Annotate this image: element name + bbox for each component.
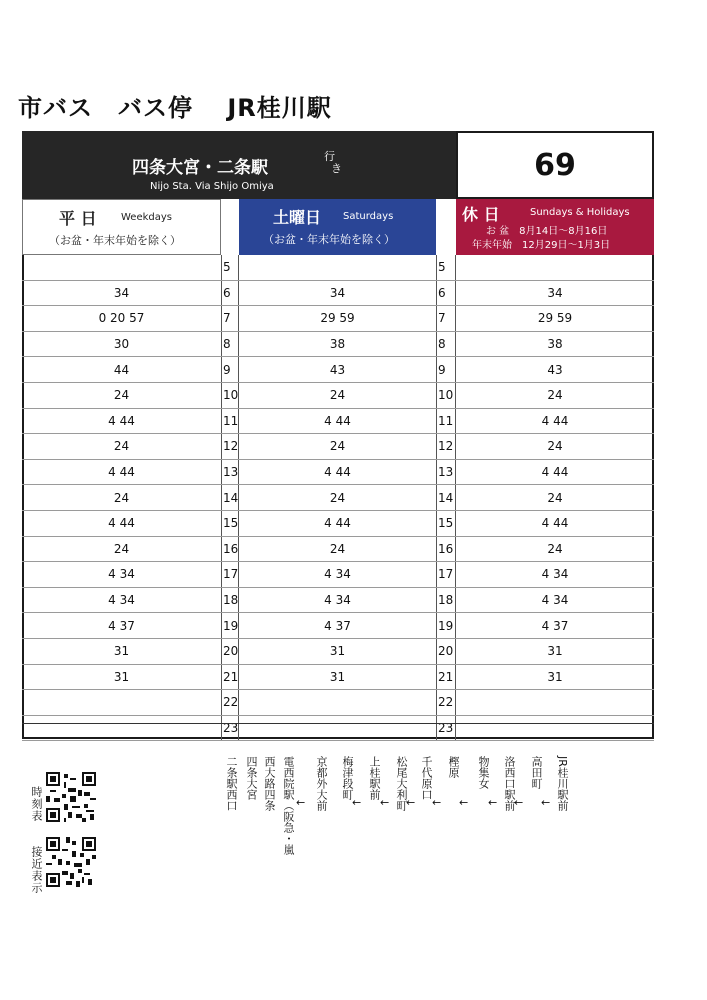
hour-cell: 14 — [221, 485, 239, 510]
holiday-cell: 38 — [547, 337, 563, 352]
route-arrow-icon: ← — [514, 796, 524, 809]
table-row — [22, 537, 654, 563]
weekday-cell: 24 — [113, 388, 130, 403]
hour-cell: 18 — [436, 588, 456, 613]
hour-cell: 12 — [436, 434, 456, 459]
hour-cell: 6 — [221, 281, 239, 306]
header-saturday — [239, 199, 436, 255]
destination-yuki-2: き — [331, 162, 342, 175]
holiday-cell: 34 — [547, 285, 563, 300]
holiday-cell: 24 — [547, 490, 563, 505]
holiday-cell: 31 — [547, 669, 563, 684]
holiday-en: Sundays & Holidays — [530, 207, 630, 218]
hour-cell: 14 — [436, 485, 456, 510]
saturday-cell: 31 — [329, 644, 346, 659]
weekday-cell: 24 — [113, 490, 130, 505]
weekday-cell: 31 — [113, 644, 130, 659]
stop-name: 四条大宮 — [245, 756, 258, 800]
destination-yuki — [324, 151, 342, 175]
weekday-title: 平 日 — [59, 209, 97, 228]
saturday-cell: 24 — [329, 541, 346, 556]
holiday-cell — [456, 255, 654, 280]
stop-name: JR桂川駅前 — [556, 756, 569, 811]
qr-approach-label: 接近表示 — [30, 846, 43, 894]
hour-cell: 21 — [436, 665, 456, 690]
saturday-cell: 4 44 — [324, 413, 351, 428]
holiday-title: 休 日 — [462, 205, 500, 224]
route-arrow-icon: ← — [432, 796, 442, 809]
route-arrow-icon: ← — [296, 796, 306, 809]
hour-cell: 19 — [221, 613, 239, 638]
holiday-cell: 4 44 — [541, 516, 569, 531]
qr-timetable-label: 時刻表 — [30, 786, 43, 822]
stop-sequence — [0, 756, 707, 896]
hour-cell: 12 — [221, 434, 239, 459]
hour-cell: 15 — [221, 511, 239, 536]
table-row — [22, 485, 654, 511]
weekday-en: Weekdays — [121, 212, 173, 223]
holiday-cell: 31 — [547, 644, 563, 659]
hour-cell: 9 — [221, 357, 239, 382]
stop-name: 高田町 — [530, 756, 543, 789]
stop-name: 西大路四条 — [263, 756, 276, 811]
page-title: 市バス バス停 JR桂川駅 — [18, 94, 332, 122]
saturday-cell: 43 — [329, 362, 346, 377]
hour-cell: 16 — [221, 537, 239, 562]
hour-cell: 23 — [221, 716, 239, 741]
weekday-cell: 4 44 — [108, 413, 135, 428]
hour-cell: 18 — [221, 588, 239, 613]
header-weekday — [22, 199, 221, 255]
holiday-cell: 4 37 — [541, 618, 569, 633]
weekday-cell: 4 44 — [108, 465, 135, 480]
stop-name: 梅津段町 — [341, 756, 354, 800]
hour-cell: 5 — [436, 255, 456, 280]
weekday-note: （お盆・年末年始を除く） — [49, 234, 181, 247]
saturday-cell: 4 37 — [324, 618, 351, 633]
hour-cell: 8 — [436, 332, 456, 357]
table-row — [22, 613, 654, 639]
weekday-cell: 4 34 — [108, 593, 135, 608]
saturday-cell: 29 59 — [320, 311, 355, 326]
weekday-cell: 4 37 — [108, 618, 135, 633]
table-row — [22, 332, 654, 358]
stop-name: 二条駅西口 — [225, 756, 238, 811]
holiday-cell: 43 — [547, 362, 563, 377]
holiday-cell: 29 59 — [537, 311, 573, 326]
hour-cell: 11 — [436, 409, 456, 434]
hour-cell: 17 — [221, 562, 239, 587]
hour-cell: 13 — [221, 460, 239, 485]
holiday-cell — [456, 690, 654, 715]
saturday-en: Saturdays — [343, 211, 394, 222]
weekday-cell: 4 34 — [108, 567, 135, 582]
weekday-cell — [22, 690, 221, 715]
destination-ja: 四条大宮・二条駅 — [132, 158, 268, 178]
stop-name: 樫原 — [447, 756, 460, 778]
timetable-footer — [22, 723, 654, 740]
weekday-cell: 44 — [113, 362, 130, 377]
hour-cell: 16 — [436, 537, 456, 562]
saturday-cell: 24 — [329, 490, 346, 505]
saturday-cell: 31 — [329, 669, 346, 684]
timetable-grid — [22, 255, 654, 741]
weekday-cell: 24 — [113, 541, 130, 556]
hour-cell: 11 — [221, 409, 239, 434]
hour-cell: 21 — [221, 665, 239, 690]
weekday-cell: 4 44 — [108, 516, 135, 531]
holiday-cell: 4 34 — [541, 567, 569, 582]
hour-cell: 22 — [436, 690, 456, 715]
route-number: 69 — [456, 131, 654, 199]
table-row — [22, 588, 654, 614]
saturday-cell: 38 — [329, 337, 346, 352]
hour-cell: 15 — [436, 511, 456, 536]
stop-name: 千代原口 — [420, 756, 433, 800]
table-row — [22, 357, 654, 383]
header-gap — [221, 199, 239, 255]
table-row — [22, 460, 654, 486]
weekday-cell: 31 — [113, 669, 130, 684]
header-holiday — [456, 199, 654, 255]
holiday-cell: 4 44 — [541, 465, 569, 480]
route-arrow-icon: ← — [406, 796, 416, 809]
stop-name: 電西院駅（阪急・嵐 — [282, 756, 295, 855]
table-row — [22, 511, 654, 537]
table-row — [22, 562, 654, 588]
saturday-cell — [239, 690, 436, 715]
destination-yuki-1: 行 — [324, 150, 335, 163]
hour-cell: 5 — [221, 255, 239, 280]
saturday-cell: 24 — [329, 439, 346, 454]
route-arrow-icon: ← — [541, 796, 551, 809]
hour-cell: 6 — [436, 281, 456, 306]
holiday-note-newyear: 年末年始 12月29日～1月3日 — [472, 240, 611, 251]
hour-cell: 17 — [436, 562, 456, 587]
hour-cell: 9 — [436, 357, 456, 382]
route-arrow-icon: ← — [459, 796, 469, 809]
hour-cell: 20 — [436, 639, 456, 664]
holiday-cell: 24 — [547, 388, 563, 403]
destination-en: Nijo Sta. Via Shijo Omiya — [150, 181, 274, 192]
saturday-cell: 4 44 — [324, 516, 351, 531]
saturday-cell: 24 — [329, 388, 346, 403]
route-arrow-icon: ← — [488, 796, 498, 809]
weekday-cell: 24 — [113, 439, 130, 454]
weekday-cell: 0 20 57 — [98, 311, 145, 326]
saturday-cell: 34 — [329, 285, 346, 300]
hour-cell: 19 — [436, 613, 456, 638]
saturday-cell: 4 44 — [324, 465, 351, 480]
hour-cell: 23 — [436, 716, 456, 741]
hour-cell: 13 — [436, 460, 456, 485]
route-arrow-icon: ← — [380, 796, 390, 809]
stop-name: 洛西口駅前 — [503, 756, 516, 811]
holiday-cell: 24 — [547, 541, 563, 556]
holiday-cell: 4 34 — [541, 593, 569, 608]
weekday-cell — [22, 255, 221, 280]
table-row — [22, 434, 654, 460]
stop-name: 上桂駅前 — [368, 756, 381, 800]
saturday-cell — [239, 255, 436, 280]
weekday-cell: 30 — [113, 337, 130, 352]
route-arrow-icon: ← — [352, 796, 362, 809]
stop-name: 物集女 — [477, 756, 490, 789]
hour-cell: 7 — [221, 306, 239, 331]
table-row — [22, 383, 654, 409]
table-row — [22, 690, 654, 716]
table-row — [22, 409, 654, 435]
stop-name: 松尾大利町 — [395, 756, 408, 811]
hour-cell: 20 — [221, 639, 239, 664]
hour-cell: 10 — [436, 383, 456, 408]
table-row — [22, 306, 654, 332]
table-row — [22, 639, 654, 665]
hour-cell: 8 — [221, 332, 239, 357]
table-row — [22, 281, 654, 307]
weekday-cell: 34 — [113, 285, 130, 300]
table-row — [22, 255, 654, 281]
hour-cell: 10 — [221, 383, 239, 408]
destination-header — [22, 131, 456, 199]
saturday-cell: 4 34 — [324, 567, 351, 582]
stop-name: 京都外大前 — [315, 756, 328, 811]
hour-cell: 22 — [221, 690, 239, 715]
saturday-title: 土曜日 — [273, 208, 322, 227]
table-row — [22, 665, 654, 691]
saturday-note: （お盆・年末年始を除く） — [263, 233, 395, 246]
holiday-cell: 24 — [547, 439, 563, 454]
hour-cell: 7 — [436, 306, 456, 331]
holiday-note-obon: お 盆 8月14日～8月16日 — [486, 226, 608, 237]
saturday-cell: 4 34 — [324, 593, 351, 608]
holiday-cell: 4 44 — [541, 413, 569, 428]
